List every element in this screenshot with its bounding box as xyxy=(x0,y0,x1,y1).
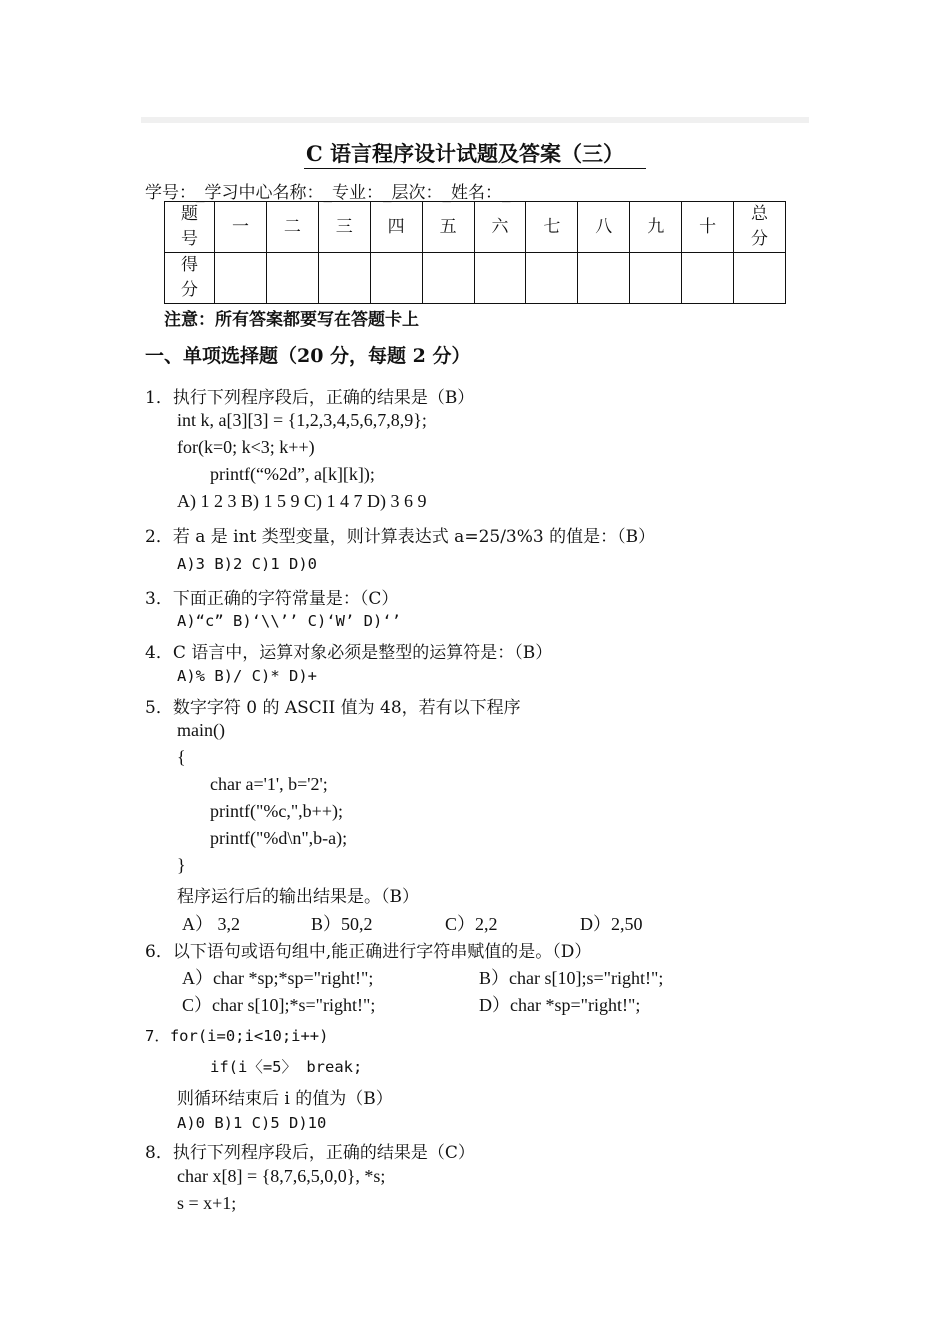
q5-code-line: { xyxy=(177,747,186,767)
score-cell xyxy=(266,253,318,304)
row-label-score: 得分 xyxy=(165,253,215,304)
top-divider xyxy=(141,117,809,123)
col-header-7: 七 xyxy=(526,202,578,253)
q8-code-line: s = x+1; xyxy=(177,1193,237,1213)
q7-prompt: 则循环结束后 i 的值为（B） xyxy=(177,1089,393,1109)
q1-options: A) 1 2 3 B) 1 5 9 C) 1 4 7 D) 3 6 9 xyxy=(177,491,427,511)
q7-options: A)0 B)1 C)5 D)10 xyxy=(177,1114,327,1132)
q6-option-b: B）char s[10];s="right!"; xyxy=(479,968,664,988)
q1-code-line: int k, a[3][3] = {1,2,3,4,5,6,7,8,9}; xyxy=(177,410,427,430)
section-1-title: 一、单项选择题（20 分，每题 2 分） xyxy=(145,345,471,367)
row-label-question-number: 题号 xyxy=(165,202,215,253)
q5-option-d: D）2,50 xyxy=(580,914,643,934)
q6-option-d: D）char *sp="right!"; xyxy=(479,995,641,1015)
q5-code-line: char a='1', b='2'; xyxy=(210,774,328,794)
col-header-total: 总分 xyxy=(734,202,786,253)
score-cell xyxy=(578,253,630,304)
q1-code-line: for(k=0; k<3; k++) xyxy=(177,437,315,457)
q5-option-b: B）50,2 xyxy=(311,914,373,934)
score-cell xyxy=(630,253,682,304)
q1-stem: 1．执行下列程序段后，正确的结果是（B） xyxy=(145,388,475,408)
q3-options: A)“c” B)‘\\’’ C)‘W’ D)‘’ xyxy=(177,612,401,630)
col-header-3: 三 xyxy=(318,202,370,253)
q8-code-line: char x[8] = {8,7,6,5,0,0}, *s; xyxy=(177,1166,386,1186)
q5-code-line: main() xyxy=(177,720,225,740)
document-title: C 语言程序设计试题及答案（三） xyxy=(0,138,950,168)
q6-stem: 6．以下语句或语句组中,能正确进行字符串赋值的是。（D） xyxy=(145,942,592,962)
q6-option-a: A）char *sp;*sp="right!"; xyxy=(182,968,374,988)
score-cell xyxy=(422,253,474,304)
q2-options: A)3 B)2 C)1 D)0 xyxy=(177,555,317,573)
q5-prompt: 程序运行后的输出结果是。（B） xyxy=(177,887,419,907)
q5-code-line: printf("%d\n",b-a); xyxy=(210,828,348,848)
col-header-4: 四 xyxy=(370,202,422,253)
q4-options: A)% B)/ C)* D)+ xyxy=(177,667,317,685)
score-cell xyxy=(474,253,526,304)
score-cell xyxy=(215,253,267,304)
table-row-scores xyxy=(165,253,786,304)
q5-option-c: C）2,2 xyxy=(445,914,498,934)
col-header-8: 八 xyxy=(578,202,630,253)
score-cell xyxy=(370,253,422,304)
col-header-2: 二 xyxy=(266,202,318,253)
col-header-10: 十 xyxy=(682,202,734,253)
q7-stem: 7．for(i=0;i<10;i++) xyxy=(145,1027,329,1045)
score-cell xyxy=(526,253,578,304)
q5-code-line: } xyxy=(177,855,186,875)
col-header-6: 六 xyxy=(474,202,526,253)
student-info-line: 学号：_学习中心名称：_专业：_层次：_姓名：_ xyxy=(145,183,511,203)
q3-stem: 3．下面正确的字符常量是：（C） xyxy=(145,589,399,609)
score-cell xyxy=(734,253,786,304)
col-header-9: 九 xyxy=(630,202,682,253)
score-table xyxy=(164,201,786,304)
q1-code-line: printf(“%2d”, a[k][k]); xyxy=(210,464,375,484)
q5-option-a: A） 3,2 xyxy=(182,914,240,934)
q5-code-line: printf("%c,",b++); xyxy=(210,801,343,821)
q5-stem: 5．数字字符 0 的 ASCII 值为 48，若有以下程序 xyxy=(145,698,521,718)
col-header-1: 一 xyxy=(215,202,267,253)
notice-text: 注意：所有答案都要写在答题卡上 xyxy=(164,310,419,330)
q2-stem: 2．若 a 是 int 类型变量，则计算表达式 a=25/3%3 的值是：（B） xyxy=(145,527,656,547)
col-header-5: 五 xyxy=(422,202,474,253)
q8-stem: 8．执行下列程序段后，正确的结果是（C） xyxy=(145,1143,475,1163)
q7-code-line: if(i〈=5〉 break; xyxy=(210,1058,363,1076)
q6-option-c: C）char s[10];*s="right!"; xyxy=(182,995,376,1015)
table-row-question-numbers xyxy=(165,202,786,253)
q4-stem: 4．C 语言中，运算对象必须是整型的运算符是：（B） xyxy=(145,643,553,663)
score-cell xyxy=(318,253,370,304)
score-cell xyxy=(682,253,734,304)
